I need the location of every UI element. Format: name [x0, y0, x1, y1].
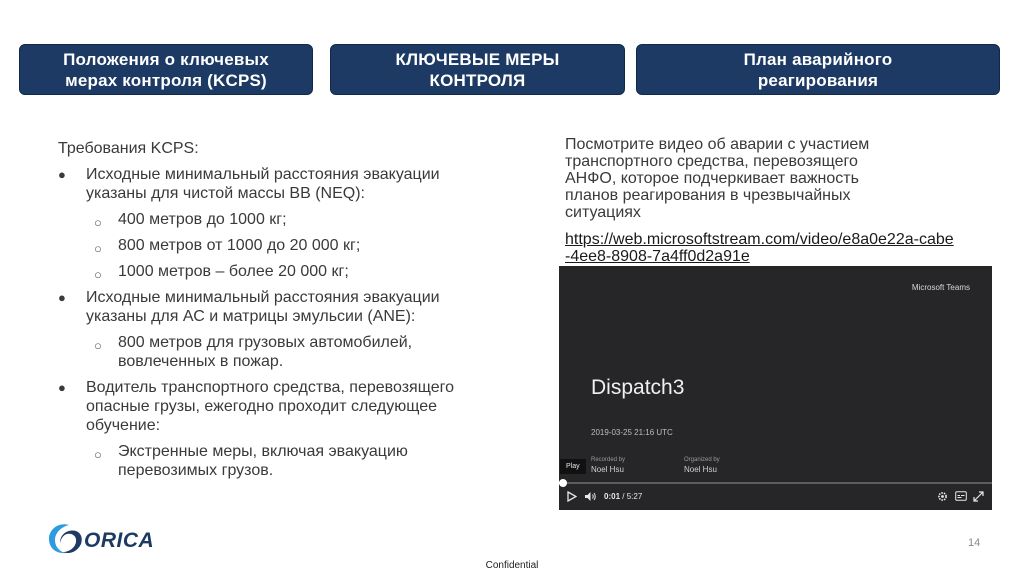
confidential-label: Confidential: [485, 560, 539, 571]
video-date: 2019-03-25 21:16 UTC: [591, 428, 673, 437]
sub-bullet-icon: ○: [94, 338, 102, 353]
sub-list-item: [58, 333, 458, 371]
tab-kcps-provisions-label: Положения о ключевых мерах контроля (KCPS): [63, 49, 269, 90]
kcps-requirements: [58, 139, 498, 487]
current-time: 0:01: [604, 492, 621, 501]
progress-bar[interactable]: [559, 482, 992, 484]
duration: 5:27: [626, 492, 643, 501]
orica-logo-icon: [46, 521, 86, 557]
video-title: Dispatch3: [591, 376, 685, 399]
tab-key-control-measures-label: КЛЮЧЕВЫЕ МЕРЫ КОНТРОЛЯ: [395, 49, 560, 90]
recorded-by-label: Recorded by: [591, 457, 626, 463]
sub-bullet-text: 1000 метров – более 20 000 кг;: [118, 263, 349, 280]
page-number: 14: [968, 537, 981, 549]
video-description-block: [565, 136, 985, 265]
sub-bullet-icon: ○: [94, 447, 102, 462]
fullscreen-icon[interactable]: [973, 491, 984, 504]
list-item: [58, 288, 498, 326]
bullet-text: Исходные минимальный расстояния эвакуации указаны для АС и матрицы эмульсии (ANE):: [86, 289, 440, 325]
sub-bullet-text: 400 метров до 1000 кг;: [118, 211, 287, 228]
progress-handle[interactable]: [559, 479, 567, 487]
sub-bullet-text: 800 метров для грузовых автомобилей, вовлеченных в пожар.: [118, 334, 413, 370]
video-description: Посмотрите видео об аварии с участием транспортного средства, перевозящего АНФО, которое подчеркивает важность планов реагирования в чрезвычайных ситуациях: [565, 136, 870, 221]
bullet-icon: ●: [58, 380, 66, 395]
player-controls: [559, 488, 992, 506]
recorded-by: [591, 457, 625, 474]
bullet-text: Водитель транспортного средства, перевозящего опасные грузы, ежегодно проходит следующее обучение:: [86, 379, 454, 434]
play-tooltip: Play: [560, 459, 586, 474]
sub-bullet-text: 800 метров от 1000 до 20 000 кг;: [118, 237, 361, 254]
sub-list-item: [58, 442, 448, 480]
tab-key-control-measures[interactable]: [330, 44, 625, 95]
tab-kcps-provisions[interactable]: [19, 44, 313, 95]
video-player[interactable]: [559, 266, 992, 510]
microsoft-teams-brand: Microsoft Teams: [911, 283, 970, 292]
orica-logo: [46, 521, 166, 557]
sub-bullet-icon: ○: [94, 215, 102, 230]
bullet-icon: ●: [58, 290, 66, 305]
captions-icon[interactable]: [955, 491, 967, 503]
list-item: [58, 378, 488, 435]
time-separator: /: [622, 492, 625, 501]
sub-list-item: [58, 236, 498, 255]
volume-icon[interactable]: [584, 491, 597, 504]
organized-by-name: Noel Hsu: [684, 465, 717, 474]
organized-by-label: Organized by: [684, 457, 720, 463]
settings-gear-icon[interactable]: [937, 491, 948, 504]
bullet-text: Исходные минимальный расстояния эвакуации указаны для чистой массы ВВ (NEQ):: [86, 166, 440, 202]
requirements-heading: Требования KCPS:: [58, 140, 199, 157]
tab-emergency-response-plan[interactable]: [636, 44, 1000, 95]
sub-bullet-text: Экстренные меры, включая эвакуацию перевозимых грузов.: [118, 443, 408, 479]
sub-bullet-icon: ○: [94, 267, 102, 282]
sub-list-item: [58, 210, 498, 229]
tab-emergency-response-plan-label: План аварийного реагирования: [743, 49, 893, 90]
recorded-by-name: Noel Hsu: [591, 465, 624, 474]
orica-logo-text: ORICA: [84, 529, 155, 552]
play-icon[interactable]: [567, 491, 577, 504]
bullet-icon: ●: [58, 167, 66, 182]
sub-list-item: [58, 262, 498, 281]
list-item: [58, 165, 498, 203]
organized-by: [684, 457, 720, 474]
playback-time: [604, 492, 642, 501]
sub-bullet-icon: ○: [94, 241, 102, 256]
video-link[interactable]: https://web.microsoftstream.com/video/e8a0e22a-cabe-4ee8-8908-7a4ff0d2a91e: [565, 231, 954, 265]
